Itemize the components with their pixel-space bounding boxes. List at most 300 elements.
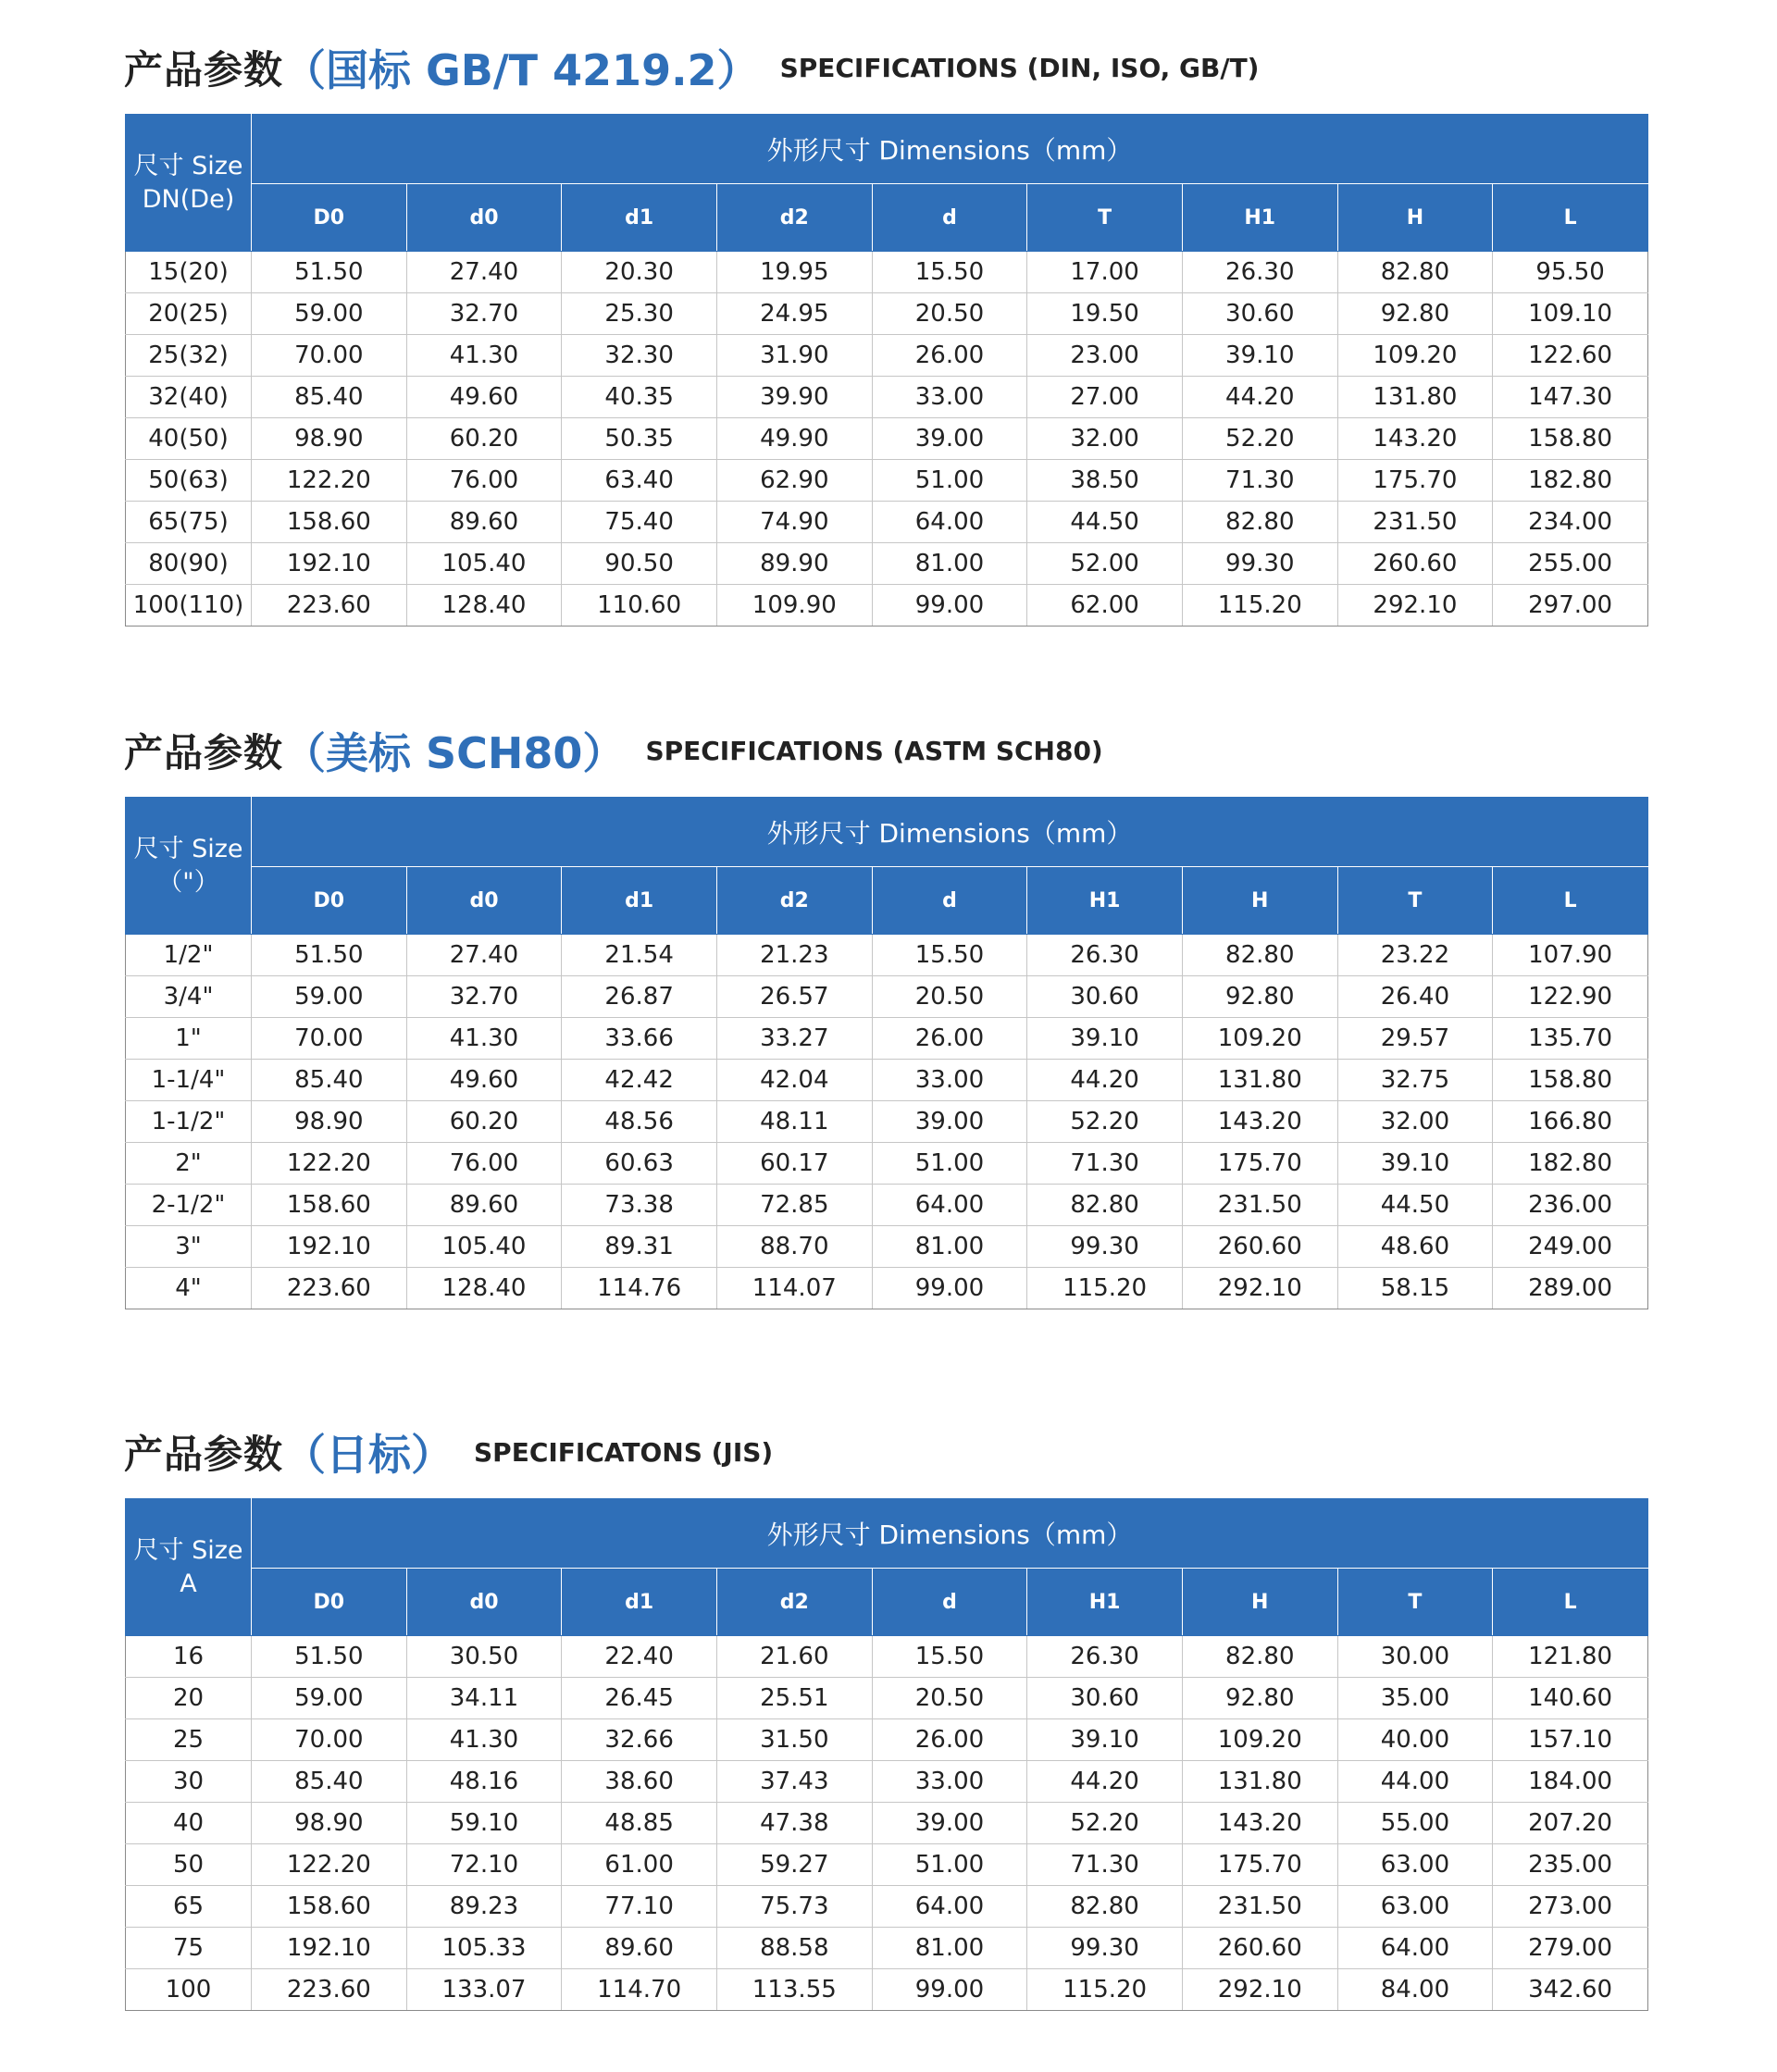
table-row: [126, 585, 1648, 627]
table-row: [126, 1060, 1648, 1101]
table-cell: 48.11: [716, 1101, 872, 1143]
table-cell: 158.60: [252, 1185, 407, 1226]
table-cell: 71.30: [1027, 1844, 1183, 1886]
table-row: [126, 377, 1648, 418]
table-cell: 27.40: [406, 935, 562, 976]
column-header: d1: [562, 867, 717, 935]
table-cell: 44.50: [1337, 1185, 1493, 1226]
table-cell: 95.50: [1493, 252, 1648, 293]
spec-table-astm: [125, 797, 1648, 1309]
table-cell: 223.60: [252, 1969, 407, 2011]
table-cell: 273.00: [1493, 1886, 1648, 1928]
table-cell: 114.07: [716, 1268, 872, 1309]
table-cell: 63.00: [1337, 1886, 1493, 1928]
table-cell: 52.20: [1027, 1101, 1183, 1143]
table-row: [126, 1018, 1648, 1060]
table-cell: 59.00: [252, 293, 407, 335]
table-cell: 44.20: [1027, 1761, 1183, 1803]
size-header: [126, 1499, 252, 1636]
table-cell: 260.60: [1182, 1226, 1337, 1268]
table-cell: 64.00: [872, 502, 1027, 543]
table-cell: 81.00: [872, 1226, 1027, 1268]
table-cell: 98.90: [252, 418, 407, 460]
table-row: [126, 460, 1648, 502]
table-cell: 25.30: [562, 293, 717, 335]
section-title-jis: [124, 1421, 773, 1483]
size-cell: 65(75): [126, 502, 252, 543]
table-cell: 41.30: [406, 335, 562, 377]
table-cell: 41.30: [406, 1719, 562, 1761]
table-cell: 131.80: [1182, 1060, 1337, 1101]
table-cell: 60.17: [716, 1143, 872, 1185]
table-cell: 25.51: [716, 1678, 872, 1719]
table-cell: 74.90: [716, 502, 872, 543]
table-cell: 89.60: [406, 1185, 562, 1226]
table-cell: 61.00: [562, 1844, 717, 1886]
table-row: [126, 418, 1648, 460]
column-header: d: [872, 867, 1027, 935]
dimensions-group-header: 外形尺寸 Dimensions（mm）: [252, 798, 1648, 867]
table-cell: 21.23: [716, 935, 872, 976]
table-cell: 51.50: [252, 1636, 407, 1678]
size-unit: A: [180, 1569, 197, 1598]
table-cell: 279.00: [1493, 1928, 1648, 1969]
title-cn: 产品参数: [124, 1432, 284, 1477]
column-header: D0: [252, 867, 407, 935]
title-cn: 产品参数: [124, 730, 284, 775]
size-cell: 15(20): [126, 252, 252, 293]
table-cell: 82.80: [1027, 1886, 1183, 1928]
table-cell: 84.00: [1337, 1969, 1493, 2011]
size-cell: 100: [126, 1969, 252, 2011]
table-cell: 63.00: [1337, 1844, 1493, 1886]
table-cell: 131.80: [1182, 1761, 1337, 1803]
size-cell: 25: [126, 1719, 252, 1761]
table-cell: 31.90: [716, 335, 872, 377]
table-cell: 62.00: [1027, 585, 1183, 627]
table-cell: 52.00: [1027, 543, 1183, 585]
table-row: [126, 935, 1648, 976]
table-cell: 26.30: [1027, 935, 1183, 976]
table-cell: 39.90: [716, 377, 872, 418]
table-cell: 26.00: [872, 1719, 1027, 1761]
table-cell: 39.10: [1337, 1143, 1493, 1185]
table-row: [126, 1761, 1648, 1803]
column-header: d1: [562, 184, 717, 252]
table-cell: 40.35: [562, 377, 717, 418]
table-cell: 32.66: [562, 1719, 717, 1761]
table-cell: 60.63: [562, 1143, 717, 1185]
table-cell: 128.40: [406, 585, 562, 627]
title-en: SPECIFICATIONS (ASTM SCH80): [645, 735, 1103, 766]
table-cell: 109.20: [1337, 335, 1493, 377]
table-cell: 51.00: [872, 1143, 1027, 1185]
table-cell: 20.30: [562, 252, 717, 293]
table-cell: 88.70: [716, 1226, 872, 1268]
table-cell: 82.80: [1182, 935, 1337, 976]
table-cell: 143.20: [1182, 1803, 1337, 1844]
table-cell: 182.80: [1493, 1143, 1648, 1185]
table-cell: 114.70: [562, 1969, 717, 2011]
table-row: [126, 543, 1648, 585]
table-cell: 26.40: [1337, 976, 1493, 1018]
table-cell: 128.40: [406, 1268, 562, 1309]
size-header: [126, 798, 252, 935]
table-cell: 70.00: [252, 335, 407, 377]
spec-table-gbt: [125, 114, 1648, 627]
table-cell: 133.07: [406, 1969, 562, 2011]
column-header: H1: [1182, 184, 1337, 252]
size-cell: 30: [126, 1761, 252, 1803]
table-cell: 64.00: [872, 1886, 1027, 1928]
size-cell: 3": [126, 1226, 252, 1268]
table-cell: 32.70: [406, 293, 562, 335]
table-cell: 122.60: [1493, 335, 1648, 377]
table-cell: 19.50: [1027, 293, 1183, 335]
table-cell: 109.10: [1493, 293, 1648, 335]
size-cell: 50(63): [126, 460, 252, 502]
table-cell: 27.00: [1027, 377, 1183, 418]
table-cell: 76.00: [406, 460, 562, 502]
table-cell: 64.00: [872, 1185, 1027, 1226]
size-unit: DN(De): [142, 184, 235, 214]
column-header: d2: [716, 867, 872, 935]
table-cell: 89.23: [406, 1886, 562, 1928]
table-cell: 99.30: [1027, 1226, 1183, 1268]
column-header: d1: [562, 1569, 717, 1636]
table-cell: 98.90: [252, 1803, 407, 1844]
table-cell: 30.50: [406, 1636, 562, 1678]
table-cell: 182.80: [1493, 460, 1648, 502]
table-cell: 99.30: [1027, 1928, 1183, 1969]
table-cell: 122.20: [252, 1844, 407, 1886]
size-cell: 20(25): [126, 293, 252, 335]
table-cell: 15.50: [872, 252, 1027, 293]
title-cn: 产品参数: [124, 47, 284, 93]
title-standard: （国标 GB/T 4219.2）: [283, 45, 760, 95]
section-title-gbt: [124, 37, 1259, 98]
table-cell: 35.00: [1337, 1678, 1493, 1719]
table-cell: 39.00: [872, 418, 1027, 460]
column-header: L: [1493, 867, 1648, 935]
table-cell: 44.50: [1027, 502, 1183, 543]
table-row: [126, 1678, 1648, 1719]
table-cell: 92.80: [1182, 1678, 1337, 1719]
table-cell: 121.80: [1493, 1636, 1648, 1678]
table-cell: 26.00: [872, 1018, 1027, 1060]
table-cell: 23.22: [1337, 935, 1493, 976]
size-cell: 2": [126, 1143, 252, 1185]
table-cell: 15.50: [872, 935, 1027, 976]
table-cell: 131.80: [1337, 377, 1493, 418]
size-cell: 20: [126, 1678, 252, 1719]
table-row: [126, 1928, 1648, 1969]
table-cell: 48.60: [1337, 1226, 1493, 1268]
table-cell: 23.00: [1027, 335, 1183, 377]
size-cell: 40: [126, 1803, 252, 1844]
title-en: SPECIFICATIONS (DIN, ISO, GB/T): [779, 52, 1260, 83]
table-cell: 51.50: [252, 935, 407, 976]
table-cell: 24.95: [716, 293, 872, 335]
table-row: [126, 1886, 1648, 1928]
table-cell: 158.80: [1493, 1060, 1648, 1101]
size-label: 尺寸 Size: [133, 834, 243, 863]
table-cell: 231.50: [1337, 502, 1493, 543]
table-cell: 44.00: [1337, 1761, 1493, 1803]
size-cell: 50: [126, 1844, 252, 1886]
table-cell: 98.90: [252, 1101, 407, 1143]
size-label: 尺寸 Size: [133, 1535, 243, 1565]
column-header: d2: [716, 184, 872, 252]
table-cell: 105.40: [406, 543, 562, 585]
table-cell: 20.50: [872, 293, 1027, 335]
column-header: D0: [252, 184, 407, 252]
title-standard: （日标）: [283, 1430, 454, 1480]
table-cell: 105.40: [406, 1226, 562, 1268]
size-cell: 1-1/2": [126, 1101, 252, 1143]
size-cell: 1-1/4": [126, 1060, 252, 1101]
table-row: [126, 1844, 1648, 1886]
table-cell: 175.70: [1337, 460, 1493, 502]
table-cell: 135.70: [1493, 1018, 1648, 1060]
table-row: [126, 1226, 1648, 1268]
table-cell: 33.00: [872, 1761, 1027, 1803]
table-cell: 158.60: [252, 502, 407, 543]
table-cell: 81.00: [872, 543, 1027, 585]
table-cell: 99.00: [872, 1268, 1027, 1309]
size-cell: 4": [126, 1268, 252, 1309]
table-row: [126, 1101, 1648, 1143]
table-cell: 32.75: [1337, 1060, 1493, 1101]
title-standard: （美标 SCH80）: [283, 728, 626, 778]
table-cell: 51.50: [252, 252, 407, 293]
table-cell: 52.20: [1027, 1803, 1183, 1844]
table-cell: 49.60: [406, 377, 562, 418]
table-cell: 89.60: [406, 502, 562, 543]
table-cell: 64.00: [1337, 1928, 1493, 1969]
table-cell: 70.00: [252, 1719, 407, 1761]
table-cell: 33.27: [716, 1018, 872, 1060]
table-cell: 289.00: [1493, 1268, 1648, 1309]
column-header: d: [872, 184, 1027, 252]
table-cell: 48.85: [562, 1803, 717, 1844]
table-cell: 81.00: [872, 1928, 1027, 1969]
table-cell: 70.00: [252, 1018, 407, 1060]
table-cell: 140.60: [1493, 1678, 1648, 1719]
table-cell: 55.00: [1337, 1803, 1493, 1844]
table-cell: 109.90: [716, 585, 872, 627]
table-cell: 297.00: [1493, 585, 1648, 627]
table-cell: 292.10: [1182, 1969, 1337, 2011]
column-header: L: [1493, 1569, 1648, 1636]
table-cell: 52.20: [1182, 418, 1337, 460]
table-cell: 89.60: [562, 1928, 717, 1969]
table-cell: 39.10: [1182, 335, 1337, 377]
table-cell: 82.80: [1182, 502, 1337, 543]
table-cell: 92.80: [1182, 976, 1337, 1018]
table-cell: 32.70: [406, 976, 562, 1018]
table-cell: 26.87: [562, 976, 717, 1018]
column-header: H: [1337, 184, 1493, 252]
table-cell: 76.00: [406, 1143, 562, 1185]
table-cell: 90.50: [562, 543, 717, 585]
table-cell: 62.90: [716, 460, 872, 502]
table-cell: 223.60: [252, 585, 407, 627]
size-cell: 1": [126, 1018, 252, 1060]
table-cell: 32.00: [1337, 1101, 1493, 1143]
table-cell: 72.10: [406, 1844, 562, 1886]
table-cell: 59.10: [406, 1803, 562, 1844]
table-cell: 231.50: [1182, 1185, 1337, 1226]
table-cell: 166.80: [1493, 1101, 1648, 1143]
table-cell: 51.00: [872, 460, 1027, 502]
table-row: [126, 1803, 1648, 1844]
table-cell: 235.00: [1493, 1844, 1648, 1886]
table-cell: 99.00: [872, 585, 1027, 627]
size-cell: 32(40): [126, 377, 252, 418]
table-cell: 63.40: [562, 460, 717, 502]
table-cell: 143.20: [1182, 1101, 1337, 1143]
table-cell: 58.15: [1337, 1268, 1493, 1309]
table-cell: 82.80: [1182, 1636, 1337, 1678]
table-cell: 48.16: [406, 1761, 562, 1803]
table-cell: 71.30: [1182, 460, 1337, 502]
table-cell: 73.38: [562, 1185, 717, 1226]
table-cell: 158.60: [252, 1886, 407, 1928]
table-cell: 44.20: [1182, 377, 1337, 418]
column-header: H1: [1027, 1569, 1183, 1636]
table-cell: 107.90: [1493, 935, 1648, 976]
table-row: [126, 1185, 1648, 1226]
table-cell: 88.58: [716, 1928, 872, 1969]
table-cell: 115.20: [1182, 585, 1337, 627]
table-cell: 42.04: [716, 1060, 872, 1101]
table-cell: 192.10: [252, 543, 407, 585]
size-cell: 40(50): [126, 418, 252, 460]
table-cell: 31.50: [716, 1719, 872, 1761]
table-cell: 109.20: [1182, 1018, 1337, 1060]
table-cell: 92.80: [1337, 293, 1493, 335]
column-header: d0: [406, 184, 562, 252]
table-cell: 207.20: [1493, 1803, 1648, 1844]
size-unit: （"）: [157, 867, 219, 897]
table-cell: 47.38: [716, 1803, 872, 1844]
table-cell: 50.35: [562, 418, 717, 460]
table-cell: 342.60: [1493, 1969, 1648, 2011]
size-label: 尺寸 Size: [133, 151, 243, 180]
table-cell: 38.50: [1027, 460, 1183, 502]
table-cell: 122.20: [252, 1143, 407, 1185]
table-cell: 60.20: [406, 418, 562, 460]
size-cell: 80(90): [126, 543, 252, 585]
spec-table-jis: [125, 1498, 1648, 2011]
table-row: [126, 252, 1648, 293]
dimensions-group-header: 外形尺寸 Dimensions（mm）: [252, 115, 1648, 184]
table-cell: 236.00: [1493, 1185, 1648, 1226]
column-header: L: [1493, 184, 1648, 252]
size-cell: 25(32): [126, 335, 252, 377]
size-cell: 100(110): [126, 585, 252, 627]
table-cell: 33.00: [872, 1060, 1027, 1101]
table-row: [126, 293, 1648, 335]
table-cell: 21.54: [562, 935, 717, 976]
table-cell: 157.10: [1493, 1719, 1648, 1761]
table-cell: 223.60: [252, 1268, 407, 1309]
column-header: d2: [716, 1569, 872, 1636]
table-cell: 40.00: [1337, 1719, 1493, 1761]
table-cell: 48.56: [562, 1101, 717, 1143]
table-cell: 113.55: [716, 1969, 872, 2011]
table-cell: 30.00: [1337, 1636, 1493, 1678]
table-cell: 30.60: [1182, 293, 1337, 335]
column-header: T: [1337, 867, 1493, 935]
table-cell: 39.00: [872, 1803, 1027, 1844]
table-cell: 30.60: [1027, 1678, 1183, 1719]
column-header: d: [872, 1569, 1027, 1636]
column-header: H: [1182, 1569, 1337, 1636]
table-cell: 20.50: [872, 1678, 1027, 1719]
table-cell: 260.60: [1337, 543, 1493, 585]
table-cell: 260.60: [1182, 1928, 1337, 1969]
table-cell: 21.60: [716, 1636, 872, 1678]
table-cell: 27.40: [406, 252, 562, 293]
table-cell: 192.10: [252, 1226, 407, 1268]
table-cell: 82.80: [1027, 1185, 1183, 1226]
table-cell: 99.00: [872, 1969, 1027, 2011]
table-cell: 26.30: [1027, 1636, 1183, 1678]
table-cell: 26.30: [1182, 252, 1337, 293]
table-cell: 26.45: [562, 1678, 717, 1719]
column-header: D0: [252, 1569, 407, 1636]
column-header: H: [1182, 867, 1337, 935]
table-cell: 292.10: [1182, 1268, 1337, 1309]
table-cell: 99.30: [1182, 543, 1337, 585]
table-cell: 292.10: [1337, 585, 1493, 627]
table-cell: 105.33: [406, 1928, 562, 1969]
table-cell: 255.00: [1493, 543, 1648, 585]
table-cell: 82.80: [1337, 252, 1493, 293]
table-row: [126, 502, 1648, 543]
table-cell: 143.20: [1337, 418, 1493, 460]
table-cell: 49.90: [716, 418, 872, 460]
table-cell: 115.20: [1027, 1268, 1183, 1309]
table-cell: 33.00: [872, 377, 1027, 418]
table-row: [126, 1719, 1648, 1761]
table-cell: 114.76: [562, 1268, 717, 1309]
table-cell: 77.10: [562, 1886, 717, 1928]
table-row: [126, 1636, 1648, 1678]
table-cell: 39.10: [1027, 1719, 1183, 1761]
column-header: T: [1337, 1569, 1493, 1636]
table-cell: 51.00: [872, 1844, 1027, 1886]
table-cell: 38.60: [562, 1761, 717, 1803]
table-cell: 30.60: [1027, 976, 1183, 1018]
dimensions-group-header: 外形尺寸 Dimensions（mm）: [252, 1499, 1648, 1569]
table-cell: 175.70: [1182, 1844, 1337, 1886]
table-cell: 75.73: [716, 1886, 872, 1928]
table-cell: 59.27: [716, 1844, 872, 1886]
table-cell: 34.11: [406, 1678, 562, 1719]
table-cell: 32.00: [1027, 418, 1183, 460]
table-cell: 158.80: [1493, 418, 1648, 460]
table-cell: 33.66: [562, 1018, 717, 1060]
size-cell: 2-1/2": [126, 1185, 252, 1226]
table-cell: 44.20: [1027, 1060, 1183, 1101]
column-header: d0: [406, 867, 562, 935]
table-cell: 39.00: [872, 1101, 1027, 1143]
table-cell: 29.57: [1337, 1018, 1493, 1060]
table-cell: 85.40: [252, 377, 407, 418]
